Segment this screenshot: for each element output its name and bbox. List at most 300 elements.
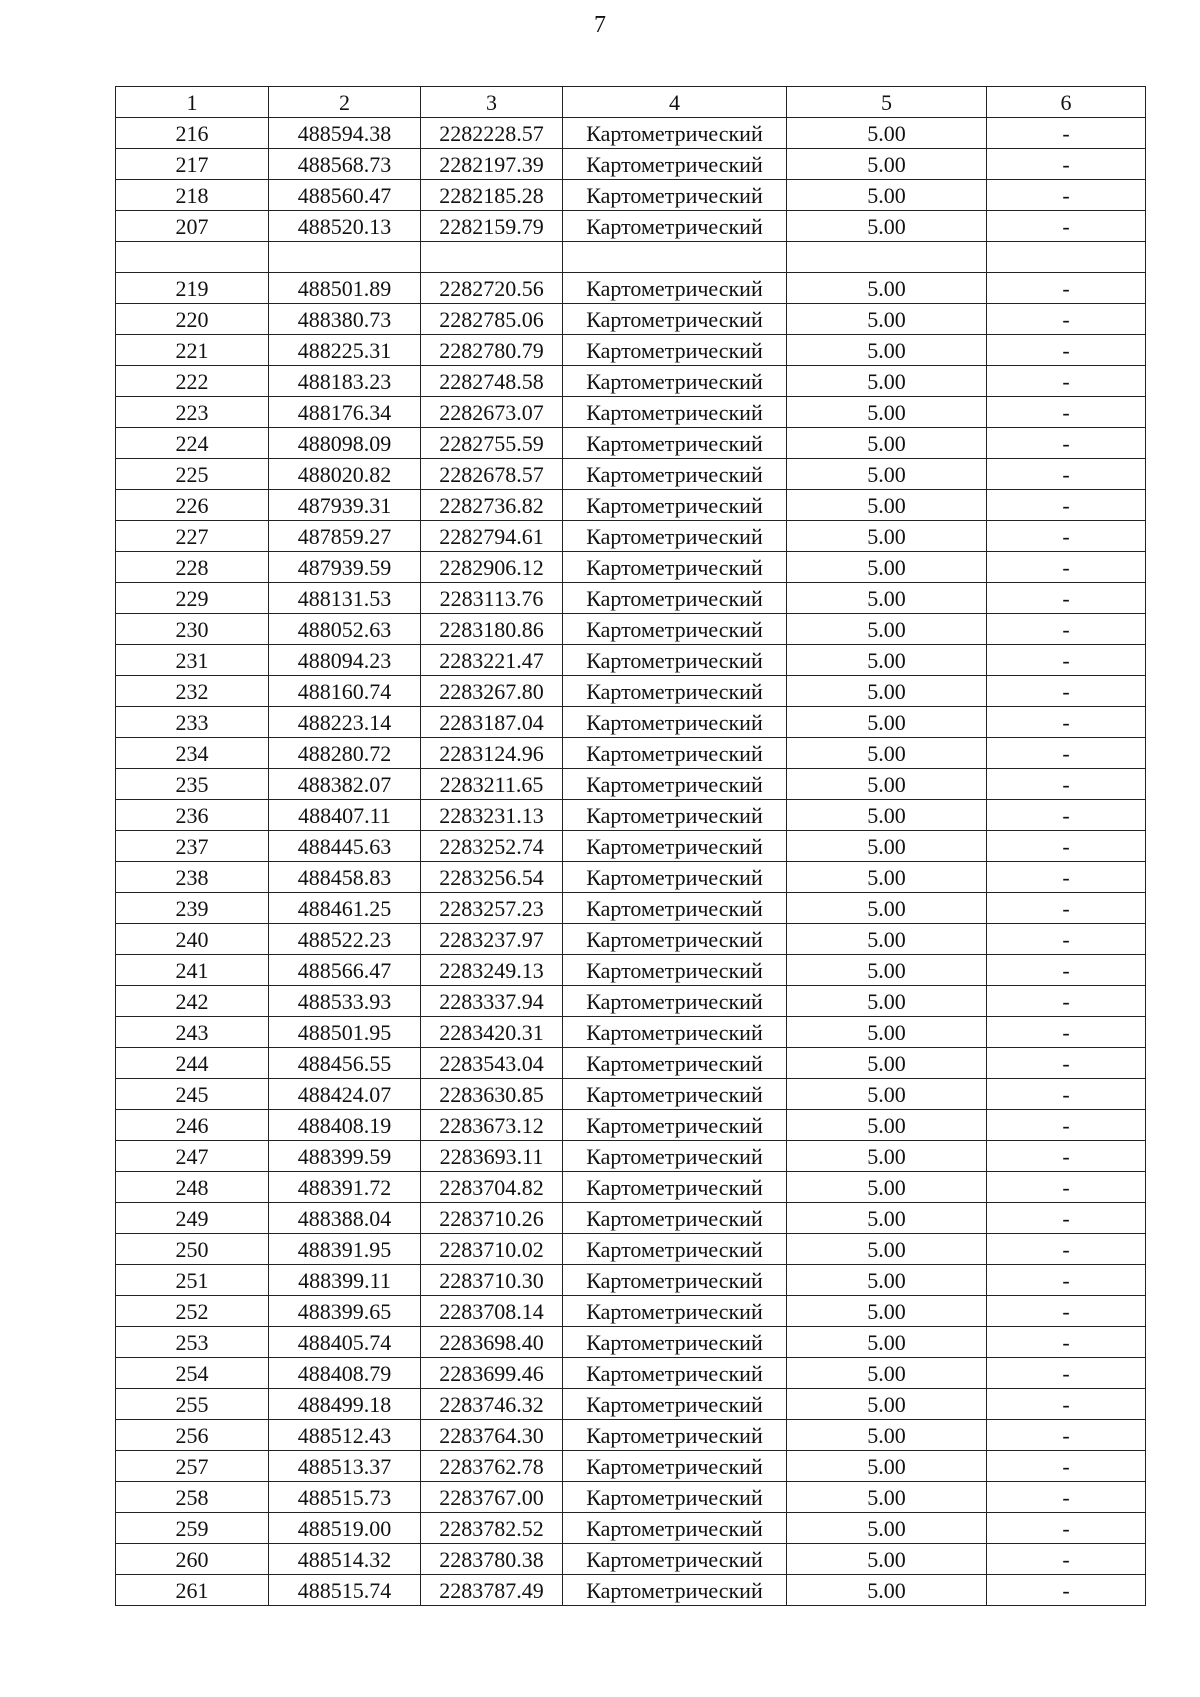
accuracy-cell: 5.00 [787, 1110, 987, 1141]
x-coordinate-cell: 488461.25 [269, 893, 421, 924]
note-cell: - [987, 831, 1146, 862]
note-cell: - [987, 1327, 1146, 1358]
method-cell: Картометрический [563, 1048, 787, 1079]
x-coordinate-cell: 488519.00 [269, 1513, 421, 1544]
table-row [116, 149, 1146, 180]
table-row [116, 955, 1146, 986]
table-row [116, 614, 1146, 645]
note-cell: - [987, 1017, 1146, 1048]
x-coordinate-cell: 488225.31 [269, 335, 421, 366]
y-coordinate-cell: 2283762.78 [421, 1451, 563, 1482]
note-cell: - [987, 862, 1146, 893]
note-cell: - [987, 800, 1146, 831]
note-cell: - [987, 118, 1146, 149]
note-cell: - [987, 366, 1146, 397]
note-cell: - [987, 583, 1146, 614]
y-coordinate-cell: 2282678.57 [421, 459, 563, 490]
point-number-cell: 220 [116, 304, 269, 335]
x-coordinate-cell: 488399.11 [269, 1265, 421, 1296]
point-number-cell: 225 [116, 459, 269, 490]
note-cell: - [987, 273, 1146, 304]
y-coordinate-cell: 2282185.28 [421, 180, 563, 211]
table-row [116, 986, 1146, 1017]
x-coordinate-cell: 488522.23 [269, 924, 421, 955]
note-cell: - [987, 1110, 1146, 1141]
method-cell: Картометрический [563, 397, 787, 428]
y-coordinate-cell: 2283211.65 [421, 769, 563, 800]
accuracy-cell: 5.00 [787, 149, 987, 180]
method-cell: Картометрический [563, 552, 787, 583]
method-cell: Картометрический [563, 1265, 787, 1296]
x-coordinate-cell: 488424.07 [269, 1079, 421, 1110]
method-cell: Картометрический [563, 645, 787, 676]
header-cell-3: 3 [421, 87, 563, 118]
note-cell: - [987, 490, 1146, 521]
accuracy-cell: 5.00 [787, 490, 987, 521]
method-cell: Картометрический [563, 1017, 787, 1048]
accuracy-cell: 5.00 [787, 1327, 987, 1358]
y-coordinate-cell: 2283249.13 [421, 955, 563, 986]
note-cell [987, 242, 1146, 273]
x-coordinate-cell: 488407.11 [269, 800, 421, 831]
note-cell: - [987, 211, 1146, 242]
method-cell: Картометрический [563, 211, 787, 242]
y-coordinate-cell: 2283780.38 [421, 1544, 563, 1575]
accuracy-cell: 5.00 [787, 1234, 987, 1265]
note-cell: - [987, 397, 1146, 428]
point-number-cell: 250 [116, 1234, 269, 1265]
method-cell: Картометрический [563, 1389, 787, 1420]
y-coordinate-cell: 2283764.30 [421, 1420, 563, 1451]
x-coordinate-cell: 488382.07 [269, 769, 421, 800]
accuracy-cell: 5.00 [787, 1048, 987, 1079]
note-cell: - [987, 1048, 1146, 1079]
x-coordinate-cell: 488566.47 [269, 955, 421, 986]
x-coordinate-cell: 488513.37 [269, 1451, 421, 1482]
point-number-cell: 234 [116, 738, 269, 769]
x-coordinate-cell: 488405.74 [269, 1327, 421, 1358]
method-cell: Картометрический [563, 1203, 787, 1234]
table-row [116, 1420, 1146, 1451]
accuracy-cell: 5.00 [787, 1389, 987, 1420]
header-cell-6: 6 [987, 87, 1146, 118]
note-cell: - [987, 1296, 1146, 1327]
method-cell: Картометрический [563, 800, 787, 831]
note-cell: - [987, 893, 1146, 924]
x-coordinate-cell: 488458.83 [269, 862, 421, 893]
note-cell: - [987, 149, 1146, 180]
y-coordinate-cell: 2282159.79 [421, 211, 563, 242]
y-coordinate-cell: 2282197.39 [421, 149, 563, 180]
accuracy-cell: 5.00 [787, 521, 987, 552]
x-coordinate-cell: 488499.18 [269, 1389, 421, 1420]
y-coordinate-cell: 2282748.58 [421, 366, 563, 397]
note-cell: - [987, 676, 1146, 707]
method-cell [563, 242, 787, 273]
x-coordinate-cell: 488131.53 [269, 583, 421, 614]
y-coordinate-cell: 2283543.04 [421, 1048, 563, 1079]
accuracy-cell: 5.00 [787, 738, 987, 769]
accuracy-cell: 5.00 [787, 211, 987, 242]
accuracy-cell: 5.00 [787, 924, 987, 955]
note-cell: - [987, 707, 1146, 738]
method-cell: Картометрический [563, 1575, 787, 1606]
point-number-cell: 231 [116, 645, 269, 676]
note-cell: - [987, 924, 1146, 955]
x-coordinate-cell: 488391.95 [269, 1234, 421, 1265]
y-coordinate-cell: 2283704.82 [421, 1172, 563, 1203]
y-coordinate-cell: 2282755.59 [421, 428, 563, 459]
note-cell: - [987, 986, 1146, 1017]
y-coordinate-cell: 2282794.61 [421, 521, 563, 552]
point-number-cell: 260 [116, 1544, 269, 1575]
y-coordinate-cell: 2283710.26 [421, 1203, 563, 1234]
x-coordinate-cell: 488160.74 [269, 676, 421, 707]
note-cell: - [987, 614, 1146, 645]
point-number-cell: 228 [116, 552, 269, 583]
method-cell: Картометрический [563, 304, 787, 335]
x-coordinate-cell: 488501.89 [269, 273, 421, 304]
x-coordinate-cell: 488391.72 [269, 1172, 421, 1203]
note-cell: - [987, 1234, 1146, 1265]
method-cell: Картометрический [563, 1327, 787, 1358]
accuracy-cell: 5.00 [787, 614, 987, 645]
table-header-row [116, 87, 1146, 118]
x-coordinate-cell: 488380.73 [269, 304, 421, 335]
accuracy-cell [787, 242, 987, 273]
point-number-cell: 233 [116, 707, 269, 738]
x-coordinate-cell: 488408.79 [269, 1358, 421, 1389]
accuracy-cell: 5.00 [787, 1544, 987, 1575]
x-coordinate-cell: 487939.59 [269, 552, 421, 583]
header-cell-2: 2 [269, 87, 421, 118]
accuracy-cell: 5.00 [787, 707, 987, 738]
accuracy-cell: 5.00 [787, 1265, 987, 1296]
table-row [116, 1017, 1146, 1048]
accuracy-cell: 5.00 [787, 955, 987, 986]
method-cell: Картометрический [563, 521, 787, 552]
note-cell: - [987, 335, 1146, 366]
x-coordinate-cell: 488176.34 [269, 397, 421, 428]
y-coordinate-cell: 2283231.13 [421, 800, 563, 831]
table-row [116, 676, 1146, 707]
table-row [116, 335, 1146, 366]
note-cell: - [987, 1482, 1146, 1513]
table-row [116, 118, 1146, 149]
accuracy-cell: 5.00 [787, 180, 987, 211]
table-row [116, 769, 1146, 800]
y-coordinate-cell: 2283221.47 [421, 645, 563, 676]
table-row [116, 428, 1146, 459]
accuracy-cell: 5.00 [787, 800, 987, 831]
point-number-cell: 223 [116, 397, 269, 428]
note-cell: - [987, 645, 1146, 676]
x-coordinate-cell: 488020.82 [269, 459, 421, 490]
y-coordinate-cell: 2283693.11 [421, 1141, 563, 1172]
x-coordinate-cell: 488280.72 [269, 738, 421, 769]
y-coordinate-cell: 2283267.80 [421, 676, 563, 707]
method-cell: Картометрический [563, 862, 787, 893]
table-row [116, 552, 1146, 583]
table-row [116, 893, 1146, 924]
note-cell: - [987, 552, 1146, 583]
y-coordinate-cell: 2282673.07 [421, 397, 563, 428]
note-cell: - [987, 428, 1146, 459]
table-row [116, 645, 1146, 676]
point-number-cell: 235 [116, 769, 269, 800]
x-coordinate-cell: 488560.47 [269, 180, 421, 211]
accuracy-cell: 5.00 [787, 1172, 987, 1203]
table-row [116, 831, 1146, 862]
note-cell: - [987, 521, 1146, 552]
x-coordinate-cell: 488098.09 [269, 428, 421, 459]
coordinates-table [115, 86, 1146, 1606]
method-cell: Картометрический [563, 459, 787, 490]
note-cell: - [987, 1451, 1146, 1482]
table-row [116, 1079, 1146, 1110]
table-row [116, 1451, 1146, 1482]
accuracy-cell: 5.00 [787, 986, 987, 1017]
point-number-cell: 232 [116, 676, 269, 707]
note-cell: - [987, 1389, 1146, 1420]
table-row [116, 273, 1146, 304]
table-row [116, 180, 1146, 211]
point-number-cell: 224 [116, 428, 269, 459]
y-coordinate-cell: 2283710.02 [421, 1234, 563, 1265]
table-row [116, 521, 1146, 552]
method-cell: Картометрический [563, 1079, 787, 1110]
method-cell: Картометрический [563, 366, 787, 397]
point-number-cell: 207 [116, 211, 269, 242]
point-number-cell: 239 [116, 893, 269, 924]
y-coordinate-cell: 2283180.86 [421, 614, 563, 645]
method-cell: Картометрический [563, 614, 787, 645]
note-cell: - [987, 304, 1146, 335]
point-number-cell: 238 [116, 862, 269, 893]
header-cell-5: 5 [787, 87, 987, 118]
method-cell: Картометрический [563, 428, 787, 459]
point-number-cell: 249 [116, 1203, 269, 1234]
method-cell: Картометрический [563, 1296, 787, 1327]
y-coordinate-cell: 2282785.06 [421, 304, 563, 335]
method-cell: Картометрический [563, 1358, 787, 1389]
point-number-cell: 240 [116, 924, 269, 955]
accuracy-cell: 5.00 [787, 862, 987, 893]
y-coordinate-cell: 2282906.12 [421, 552, 563, 583]
table-row [116, 242, 1146, 273]
x-coordinate-cell: 488445.63 [269, 831, 421, 862]
accuracy-cell: 5.00 [787, 118, 987, 149]
point-number-cell: 256 [116, 1420, 269, 1451]
y-coordinate-cell: 2283710.30 [421, 1265, 563, 1296]
x-coordinate-cell: 488388.04 [269, 1203, 421, 1234]
x-coordinate-cell: 488515.74 [269, 1575, 421, 1606]
page-number: 7 [594, 12, 606, 38]
accuracy-cell: 5.00 [787, 273, 987, 304]
method-cell: Картометрический [563, 1451, 787, 1482]
y-coordinate-cell: 2283113.76 [421, 583, 563, 614]
point-number-cell: 219 [116, 273, 269, 304]
table-row [116, 1172, 1146, 1203]
table-row [116, 1234, 1146, 1265]
note-cell: - [987, 180, 1146, 211]
x-coordinate-cell: 488520.13 [269, 211, 421, 242]
accuracy-cell: 5.00 [787, 1296, 987, 1327]
point-number-cell: 227 [116, 521, 269, 552]
note-cell: - [987, 1575, 1146, 1606]
point-number-cell: 241 [116, 955, 269, 986]
method-cell: Картометрический [563, 707, 787, 738]
accuracy-cell: 5.00 [787, 1358, 987, 1389]
y-coordinate-cell: 2283699.46 [421, 1358, 563, 1389]
table-row [116, 304, 1146, 335]
table-row [116, 924, 1146, 955]
method-cell: Картометрический [563, 1513, 787, 1544]
method-cell: Картометрический [563, 1544, 787, 1575]
point-number-cell: 254 [116, 1358, 269, 1389]
table-body [116, 118, 1146, 1606]
point-number-cell: 259 [116, 1513, 269, 1544]
accuracy-cell: 5.00 [787, 1017, 987, 1048]
point-number-cell: 221 [116, 335, 269, 366]
x-coordinate-cell: 488594.38 [269, 118, 421, 149]
x-coordinate-cell: 488399.65 [269, 1296, 421, 1327]
method-cell: Картометрический [563, 893, 787, 924]
y-coordinate-cell: 2283767.00 [421, 1482, 563, 1513]
method-cell: Картометрический [563, 986, 787, 1017]
method-cell: Картометрический [563, 769, 787, 800]
point-number-cell: 247 [116, 1141, 269, 1172]
note-cell: - [987, 1079, 1146, 1110]
note-cell: - [987, 955, 1146, 986]
x-coordinate-cell: 488456.55 [269, 1048, 421, 1079]
y-coordinate-cell: 2283420.31 [421, 1017, 563, 1048]
table-row [116, 1203, 1146, 1234]
table-row [116, 1482, 1146, 1513]
x-coordinate-cell: 488568.73 [269, 149, 421, 180]
x-coordinate-cell: 488223.14 [269, 707, 421, 738]
method-cell: Картометрический [563, 335, 787, 366]
method-cell: Картометрический [563, 180, 787, 211]
point-number-cell: 252 [116, 1296, 269, 1327]
method-cell: Картометрический [563, 273, 787, 304]
table-row [116, 1575, 1146, 1606]
point-number-cell: 258 [116, 1482, 269, 1513]
y-coordinate-cell: 2283187.04 [421, 707, 563, 738]
table-row [116, 1296, 1146, 1327]
accuracy-cell: 5.00 [787, 893, 987, 924]
y-coordinate-cell: 2283782.52 [421, 1513, 563, 1544]
note-cell: - [987, 1141, 1146, 1172]
table-row [116, 1513, 1146, 1544]
table-row [116, 862, 1146, 893]
y-coordinate-cell: 2283124.96 [421, 738, 563, 769]
table-row [116, 366, 1146, 397]
x-coordinate-cell: 488514.32 [269, 1544, 421, 1575]
point-number-cell: 229 [116, 583, 269, 614]
note-cell: - [987, 459, 1146, 490]
y-coordinate-cell: 2283257.23 [421, 893, 563, 924]
table-row [116, 1327, 1146, 1358]
table-row [116, 397, 1146, 428]
accuracy-cell: 5.00 [787, 1420, 987, 1451]
method-cell: Картометрический [563, 1110, 787, 1141]
table-row [116, 1544, 1146, 1575]
header-cell-1: 1 [116, 87, 269, 118]
accuracy-cell: 5.00 [787, 1079, 987, 1110]
method-cell: Картометрический [563, 955, 787, 986]
x-coordinate-cell: 487939.31 [269, 490, 421, 521]
method-cell: Картометрический [563, 1234, 787, 1265]
y-coordinate-cell: 2283673.12 [421, 1110, 563, 1141]
y-coordinate-cell: 2282720.56 [421, 273, 563, 304]
y-coordinate-cell: 2283708.14 [421, 1296, 563, 1327]
method-cell: Картометрический [563, 490, 787, 521]
y-coordinate-cell: 2283698.40 [421, 1327, 563, 1358]
note-cell: - [987, 738, 1146, 769]
method-cell: Картометрический [563, 1172, 787, 1203]
method-cell: Картометрический [563, 1482, 787, 1513]
y-coordinate-cell: 2282228.57 [421, 118, 563, 149]
note-cell: - [987, 1358, 1146, 1389]
method-cell: Картометрический [563, 118, 787, 149]
note-cell: - [987, 1544, 1146, 1575]
table-row [116, 1389, 1146, 1420]
accuracy-cell: 5.00 [787, 304, 987, 335]
point-number-cell: 251 [116, 1265, 269, 1296]
y-coordinate-cell: 2283630.85 [421, 1079, 563, 1110]
table-row [116, 1265, 1146, 1296]
accuracy-cell: 5.00 [787, 397, 987, 428]
point-number-cell: 237 [116, 831, 269, 862]
accuracy-cell: 5.00 [787, 335, 987, 366]
point-number-cell: 261 [116, 1575, 269, 1606]
point-number-cell: 242 [116, 986, 269, 1017]
note-cell: - [987, 1420, 1146, 1451]
method-cell: Картометрический [563, 583, 787, 614]
point-number-cell: 216 [116, 118, 269, 149]
y-coordinate-cell: 2283237.97 [421, 924, 563, 955]
point-number-cell: 230 [116, 614, 269, 645]
accuracy-cell: 5.00 [787, 552, 987, 583]
point-number-cell: 244 [116, 1048, 269, 1079]
x-coordinate-cell: 488052.63 [269, 614, 421, 645]
point-number-cell: 226 [116, 490, 269, 521]
x-coordinate-cell: 487859.27 [269, 521, 421, 552]
accuracy-cell: 5.00 [787, 831, 987, 862]
table-row [116, 738, 1146, 769]
method-cell: Картометрический [563, 924, 787, 955]
x-coordinate-cell [269, 242, 421, 273]
table-row [116, 1141, 1146, 1172]
accuracy-cell: 5.00 [787, 459, 987, 490]
point-number-cell: 257 [116, 1451, 269, 1482]
y-coordinate-cell: 2283256.54 [421, 862, 563, 893]
y-coordinate-cell [421, 242, 563, 273]
accuracy-cell: 5.00 [787, 1575, 987, 1606]
accuracy-cell: 5.00 [787, 366, 987, 397]
point-number-cell [116, 242, 269, 273]
point-number-cell: 243 [116, 1017, 269, 1048]
point-number-cell: 253 [116, 1327, 269, 1358]
accuracy-cell: 5.00 [787, 645, 987, 676]
x-coordinate-cell: 488408.19 [269, 1110, 421, 1141]
point-number-cell: 245 [116, 1079, 269, 1110]
accuracy-cell: 5.00 [787, 583, 987, 614]
accuracy-cell: 5.00 [787, 1451, 987, 1482]
header-cell-4: 4 [563, 87, 787, 118]
x-coordinate-cell: 488501.95 [269, 1017, 421, 1048]
